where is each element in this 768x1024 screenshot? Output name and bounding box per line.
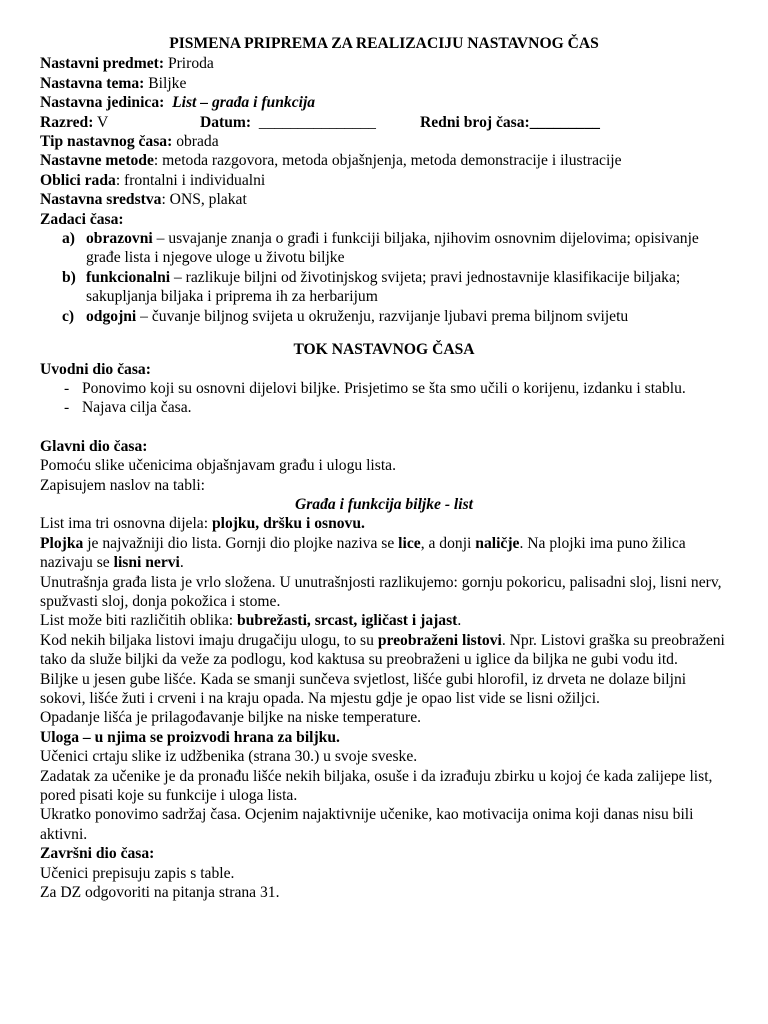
paragraph: Opadanje lišća je prilagođavanje biljke na niske temperature. [40, 709, 422, 727]
meta-datum: Datum: _______________ [200, 113, 376, 131]
document-title: PISMENA PRIPREMA ZA REALIZACIJU NASTAVNOG ČAS [169, 35, 599, 52]
paragraph: Unutrašnja građa lista je vrlo složena. U unutrašnjosti razlikujemo: gornju pokoricu, palisadni sloj, lisni nerv, spužvasti sloj, donja pokožica i stome. [40, 573, 722, 610]
task-item: b) funkcionalni – razlikuje biljni od životinjskog svijeta; pravi jednostavnije klasifikacije biljaka; sakupljanja biljaka i priprema ih za herbarijum [62, 268, 681, 306]
meta-zadaci-heading: Zadaci časa: [40, 210, 124, 228]
paragraph: Ukratko ponovimo sadržaj časa. Ocjenim najaktivnije učenike, kao motivacija onima koji danas nisu bili aktivni. [40, 806, 694, 843]
task-item: c) odgojni – čuvanje biljnog svijeta u okruženju, razvijanje ljubavi prema biljnom svijetu [62, 307, 629, 325]
meta-redni-broj: Redni broj časa:_________ [420, 113, 600, 131]
meta-tema: Nastavna tema: Biljke [40, 74, 187, 92]
meta-metode: Nastavne metode: metoda razgovora, metoda objašnjenja, metoda demonstracije i ilustracije [40, 152, 622, 170]
paragraph: Biljke u jesen gube lišće. Kada se smanji sunčeva svjetlost, lišće gubi hlorofil, iz drveta ne dolaze biljni sokovi, lišće žuti i crveni i na kraju opada. Na mjestu gdje je opao list vide se lisni ožiljci. [40, 670, 687, 707]
tasks-list [40, 229, 728, 326]
meta-razred-datum-row [40, 113, 728, 132]
uvodni-heading: Uvodni dio časa: [40, 360, 151, 378]
list-item: - Najava cilja časa. [64, 399, 192, 417]
paragraph: Zapisujem naslov na tabli: [40, 476, 205, 494]
meta-razred: Razred: V [40, 113, 109, 131]
paragraph: List ima tri osnovna dijela: plojku, dršku i osnovu. [40, 515, 365, 533]
meta-oblici: Oblici rada: frontalni i individualni [40, 171, 266, 189]
paragraph: Učenici crtaju slike iz udžbenika (strana 30.) u svoje sveske. [40, 748, 418, 766]
task-item: a) obrazovni – usvajanje znanja o građi i funkciji biljaka, njihovim osnovnim dijelovima; opisivanje građe lista i njegove uloge u životu biljke [62, 230, 699, 267]
paragraph: Plojka je najvažniji dio lista. Gornji dio plojke naziva se lice, a donji naličje. Na plojki ima puno žilica nazivaju se lisni nervi. [40, 534, 686, 572]
uvodni-list [40, 379, 728, 418]
meta-jedinica: Nastavna jedinica: List – građa i funkcija [40, 94, 316, 112]
paragraph: Za DZ odgovoriti na pitanja strana 31. [40, 884, 280, 902]
meta-predmet: Nastavni predmet: Priroda [40, 55, 214, 73]
glavni-heading: Glavni dio časa: [40, 437, 148, 455]
zavrsni-heading: Završni dio časa: [40, 845, 155, 863]
paragraph: List može biti različitih oblika: bubrežasti, srcast, igličast i jajast. [40, 612, 462, 630]
paragraph: Pomoću slike učenicima objašnjavam građu i ulogu lista. [40, 457, 396, 475]
paragraph: Kod nekih biljaka listovi imaju drugačiju ulogu, to su preobraženi listovi. Npr. Listovi graška su preobraženi tako da služe biljki da veže za podlogu, kod kaktusa su preobraženi u iglice da biljka ne gubi vodu itd. [40, 631, 725, 669]
paragraph: Uloga – u njima se proizvodi hrana za biljku. [40, 728, 340, 746]
section-title-tok: TOK NASTAVNOG ČASA [293, 341, 475, 359]
paragraph: Učenici prepisuju zapis s table. [40, 864, 235, 882]
paragraph: Zadatak za učenike je da pronađu lišće nekih biljaka, osuše i da izrađuju zbirku u kojoj će kada zalijepe list, pored pisati koje su funkcije i uloga lista. [40, 767, 713, 805]
board-subtitle: Građa i funkcija biljke - list [294, 495, 474, 513]
meta-tip: Tip nastavnog časa: obrada [40, 133, 219, 151]
list-item: - Ponovimo koji su osnovni dijelovi biljke. Prisjetimo se šta smo učili o korijenu, izdanku i stablu. [64, 379, 686, 397]
meta-sredstva: Nastavna sredstva: ONS, plakat [40, 191, 247, 209]
